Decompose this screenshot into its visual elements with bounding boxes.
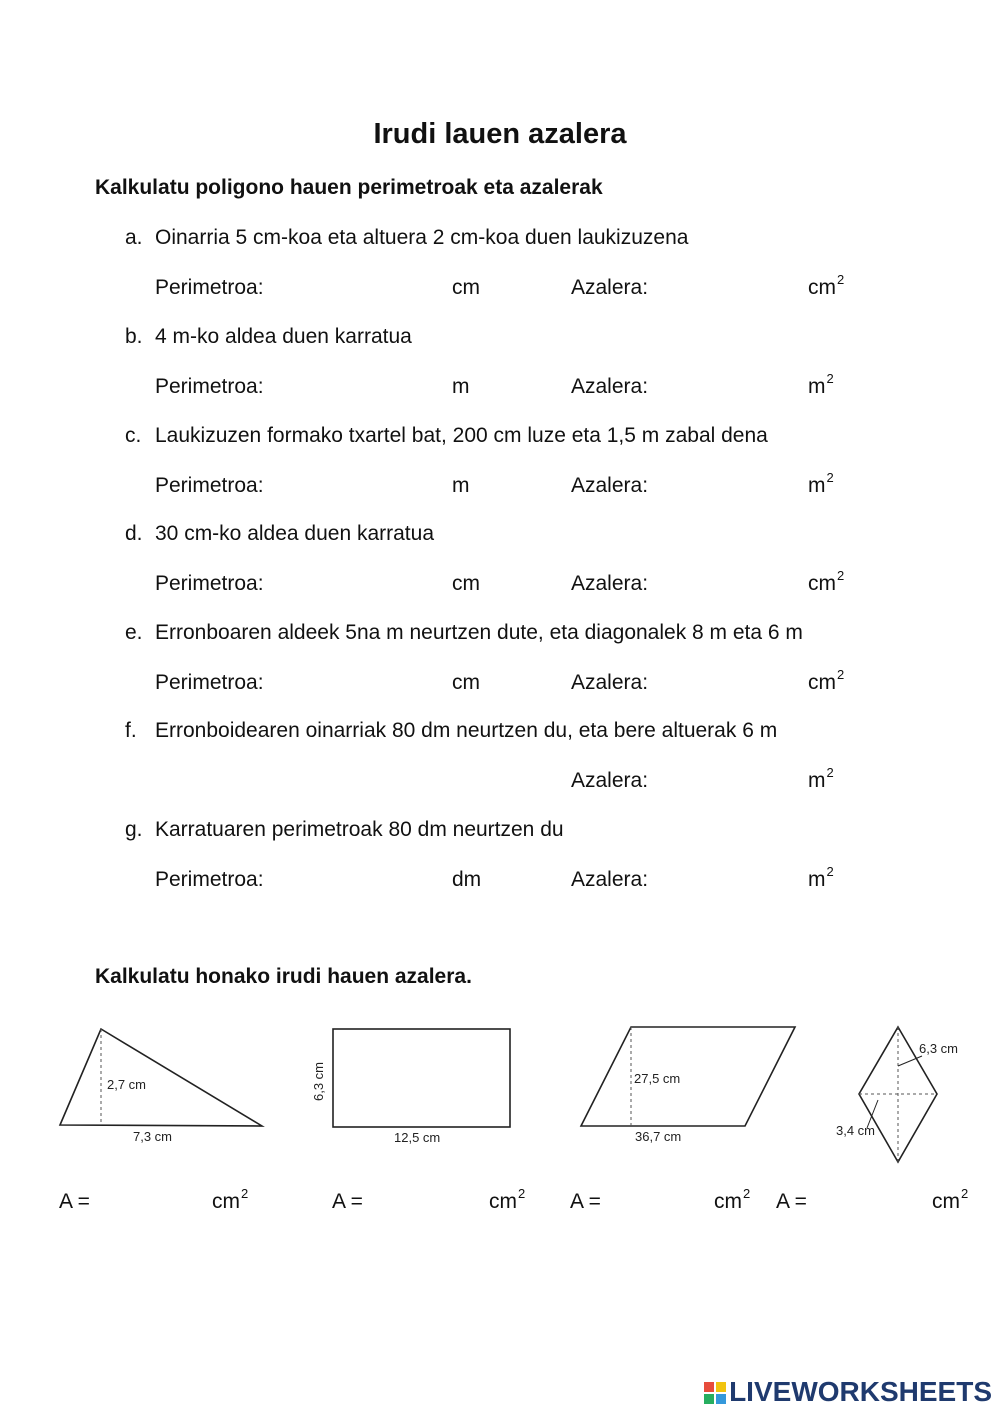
liveworksheets-logo xyxy=(704,1376,992,1408)
page-title: Irudi lauen azalera xyxy=(373,118,627,150)
area-unit-text: cm xyxy=(808,276,836,299)
area-unit-exponent: 2 xyxy=(826,765,834,780)
problem-letter: a. xyxy=(125,226,143,249)
rhombus-figure xyxy=(830,1022,970,1167)
rectangle-base-label: 12,5 cm xyxy=(394,1130,441,1145)
section-heading-polygons: Kalkulatu poligono hauen perimetroak eta azalerak xyxy=(95,176,603,199)
area-label: Azalera: xyxy=(571,868,649,891)
answer-unit xyxy=(714,1186,751,1214)
area-unit-text: cm xyxy=(808,572,836,595)
area-unit xyxy=(808,765,834,793)
area-unit-text: m xyxy=(808,375,826,398)
area-label: Azalera: xyxy=(571,671,649,694)
perimeter-label: Perimetroa: xyxy=(155,671,264,694)
answer-unit-exponent: 2 xyxy=(961,1186,969,1201)
perimeter-label: Perimetroa: xyxy=(155,276,264,299)
logo-icon xyxy=(704,1382,726,1404)
answer-label: A = xyxy=(776,1190,807,1213)
area-unit xyxy=(808,667,845,695)
problem-text: Erronboidearen oinarriak 80 dm neurtzen du, eta bere altuerak 6 m xyxy=(155,719,778,742)
area-label: Azalera: xyxy=(571,572,649,595)
area-unit xyxy=(808,371,834,399)
problem-letter: f. xyxy=(125,719,137,742)
area-unit-exponent: 2 xyxy=(826,371,834,386)
rhombus-diagonal1-label: 6,3 cm xyxy=(919,1041,959,1056)
problem-letter: g. xyxy=(125,818,143,841)
perimeter-label: Perimetroa: xyxy=(155,572,264,595)
problem-text: Oinarria 5 cm-koa eta altuera 2 cm-koa duen laukizuzena xyxy=(155,226,689,249)
area-unit-text: cm xyxy=(808,671,836,694)
answer-unit xyxy=(489,1186,526,1214)
area-unit xyxy=(808,864,834,892)
area-unit xyxy=(808,272,845,300)
area-unit-exponent: 2 xyxy=(837,272,845,287)
area-unit xyxy=(808,568,845,596)
rectangle-figure xyxy=(310,1025,520,1150)
problem-letter: b. xyxy=(125,325,143,348)
triangle-base-label: 7,3 cm xyxy=(133,1129,173,1144)
perimeter-unit: m xyxy=(452,375,470,398)
answer-input-4[interactable] xyxy=(818,1188,922,1218)
logo-text: LIVEWORKSHEETS xyxy=(729,1376,992,1407)
area-unit-text: m xyxy=(808,474,826,497)
problem-text: Karratuaren perimetroak 80 dm neurtzen du xyxy=(155,818,564,841)
answer-unit-text: cm xyxy=(714,1190,742,1213)
answer-input-1[interactable] xyxy=(101,1188,202,1218)
answer-unit-text: cm xyxy=(932,1190,960,1213)
answer-label: A = xyxy=(570,1190,601,1213)
problem-text: 30 cm-ko aldea duen karratua xyxy=(155,522,434,545)
problem-letter: e. xyxy=(125,621,143,644)
section-heading-figures: Kalkulatu honako irudi hauen azalera. xyxy=(95,965,472,988)
area-unit-exponent: 2 xyxy=(837,667,845,682)
problem-letter: c. xyxy=(125,424,142,447)
area-unit-text: m xyxy=(808,868,826,891)
area-unit-exponent: 2 xyxy=(837,568,845,583)
perimeter-label: Perimetroa: xyxy=(155,868,264,891)
answer-input-3[interactable] xyxy=(612,1188,704,1218)
triangle-figure xyxy=(55,1025,270,1150)
problem-text: Laukizuzen formako txartel bat, 200 cm luze eta 1,5 m zabal dena xyxy=(155,424,768,447)
answer-unit-text: cm xyxy=(489,1190,517,1213)
perimeter-unit: m xyxy=(452,474,470,497)
area-label: Azalera: xyxy=(571,474,649,497)
answer-unit xyxy=(932,1186,969,1214)
parallelogram-height-label: 27,5 cm xyxy=(634,1071,681,1086)
answer-unit-exponent: 2 xyxy=(743,1186,751,1201)
area-label: Azalera: xyxy=(571,769,649,792)
triangle-height-label: 2,7 cm xyxy=(107,1077,147,1092)
area-unit-exponent: 2 xyxy=(826,470,834,485)
rhombus-diagonal2-label: 3,4 cm xyxy=(836,1123,876,1138)
answer-unit xyxy=(212,1186,249,1214)
problem-letter: d. xyxy=(125,522,143,545)
answer-label: A = xyxy=(59,1190,90,1213)
problem-text: 4 m-ko aldea duen karratua xyxy=(155,325,412,348)
perimeter-unit: cm xyxy=(452,671,480,694)
perimeter-label: Perimetroa: xyxy=(155,375,264,398)
area-unit-text: m xyxy=(808,769,826,792)
perimeter-unit: dm xyxy=(452,868,482,891)
parallelogram-figure xyxy=(575,1022,805,1147)
area-unit-exponent: 2 xyxy=(826,864,834,879)
answer-input-2[interactable] xyxy=(374,1188,479,1218)
perimeter-unit: cm xyxy=(452,276,480,299)
answer-label: A = xyxy=(332,1190,363,1213)
rectangle-height-label: 6,3 cm xyxy=(311,1061,326,1101)
perimeter-label: Perimetroa: xyxy=(155,474,264,497)
area-label: Azalera: xyxy=(571,375,649,398)
answer-unit-exponent: 2 xyxy=(518,1186,526,1201)
area-unit xyxy=(808,470,834,498)
area-label: Azalera: xyxy=(571,276,649,299)
answer-unit-exponent: 2 xyxy=(241,1186,249,1201)
answer-unit-text: cm xyxy=(212,1190,240,1213)
parallelogram-base-label: 36,7 cm xyxy=(635,1129,682,1144)
problem-text: Erronboaren aldeek 5na m neurtzen dute, eta diagonalek 8 m eta 6 m xyxy=(155,621,803,644)
perimeter-unit: cm xyxy=(452,572,480,595)
